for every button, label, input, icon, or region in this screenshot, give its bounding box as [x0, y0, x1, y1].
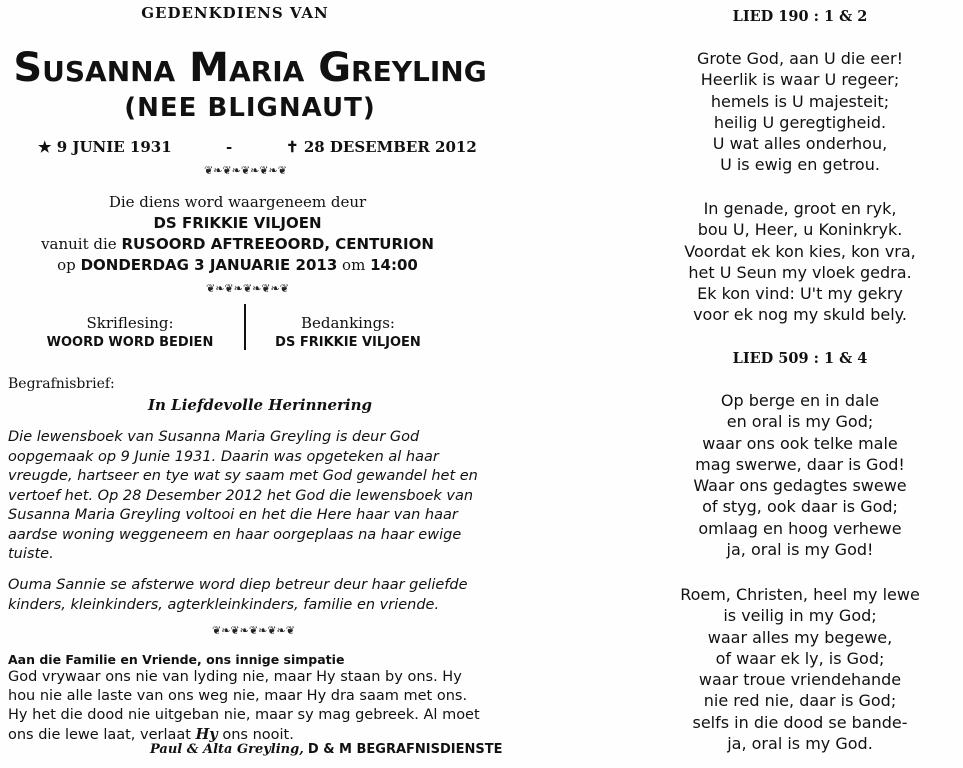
service-intro: Die diens word waargeneem deur	[108, 193, 367, 211]
hymn-verse: In genade, groot en ryk, bou U, Heer, u Koninkryk. Voordat ek kon kies, kon vra, het U Seun my vloek gedra. Ek kon vind: U't my gekry voor ek nog my skuld bely.	[684, 199, 916, 325]
hymn-verse: Grote God, aan U die eer! Heerlik is waar U regeer; hemels is U majesteit; heilig U geregtigheid. U wat alles onderhou, U is ewig en getrou.	[697, 49, 903, 175]
scripture-reading: Skriflesing: WOORD WORD BEDIEN	[46, 314, 214, 350]
memorial-service-heading: GEDENKDIENS VAN	[141, 4, 329, 22]
maiden-name: (NEE BLIGNAUT)	[124, 93, 376, 123]
ornament-divider: ❦❧❦❧❦❧❦❧❦	[212, 624, 295, 637]
star-icon: ★	[38, 138, 52, 156]
hymn-title: LIED 509 : 1 & 4	[732, 350, 868, 367]
cross-icon: ✝	[286, 138, 299, 156]
service-venue-line: vanuit die RUSOORD AFTREEOORD, CENTURION	[41, 235, 434, 253]
service-venue: RUSOORD AFTREEOORD, CENTURION	[121, 235, 434, 253]
undertaker: D & M BEGRAFNISDIENSTE	[307, 742, 503, 757]
hymn-verse: Op berge en in dale en oral is my God; waar ons ook telke male mag swerwe, daar is God! Waar ons gedagtes swewe of styg, ook daar is God; omlaag en hoog verhewe ja, oral is my God!	[693, 391, 907, 560]
deceased-name: Susanna Maria Greyling	[13, 45, 487, 91]
hymn-verse: Roem, Christen, heel my lewe is veilig in my God; waar alles my begewe, of waar ek ly, is God; waar troue vriendehande nie red nie, daar is God; selfs in die dood se bande- ja, oral is my God.	[680, 585, 920, 754]
service-date-line: op DONDERDAG 3 JANUARIE 2013 om 14:00	[57, 256, 418, 274]
birth-date: ★ 9 JUNIE 1931	[38, 138, 172, 156]
service-details	[0, 192, 475, 276]
thanks-giver: Bedankings: DS FRIKKIE VILJOEN	[275, 314, 421, 350]
service-date: DONDERDAG 3 JANUARIE 2013	[80, 256, 338, 274]
hymn-title: LIED 190 : 1 & 2	[732, 8, 868, 25]
ornament-divider: ❦❧❦❧❦❧❦❧❦	[204, 164, 287, 177]
service-minister: DS FRIKKIE VILJOEN	[153, 214, 322, 232]
sympathy-text: God vrywaar ons nie van lyding nie, maar Hy staan by ons. Hy hou nie alle laste van ons weg nie, maar Hy dra saam met ons. Hy het die dood nie uitgeban nie, maar sy mag gebreek. Al moet ons die lewe laat, verlaat Hy ons nooit.	[8, 669, 480, 743]
signature-line	[150, 742, 503, 757]
funeral-letter-label: Begrafnisbrief:	[8, 376, 115, 392]
emphasis-word: Hy	[195, 726, 218, 743]
letter-paragraph-2: Ouma Sannie se afsterwe word diep betreur deur haar geliefde kinders, kleinkinders, agterkleinkinders, familie en vriende.	[8, 577, 468, 613]
signed-by: Paul & Alta Greyling,	[150, 742, 304, 757]
column-divider	[244, 304, 246, 350]
ornament-divider: ❦❧❦❧❦❧❦❧❦	[206, 282, 289, 295]
death-date: ✝ 28 DESEMBER 2012	[286, 138, 477, 156]
date-separator: -	[226, 138, 233, 156]
letter-paragraph-1: Die lewensboek van Susanna Maria Greyling is deur God oopgemaak op 9 Junie 1931. Daarin was opgeteken al haar vreugde, hartseer en tye wat sy saam met God gewandel het en vertoef het. Op 28 Desember 2012 het God die lewensboek van Susanna Maria Greyling voltooi en het die Here haar van haar aardse woning weggeneem en haar oorgeplaas na haar ewige tuiste.	[8, 429, 478, 562]
service-time: 14:00	[370, 256, 418, 274]
sympathy-heading: Aan die Familie en Vriende, ons innige simpatie	[8, 652, 345, 667]
memoriam-heading: In Liefdevolle Herinnering	[148, 396, 372, 414]
